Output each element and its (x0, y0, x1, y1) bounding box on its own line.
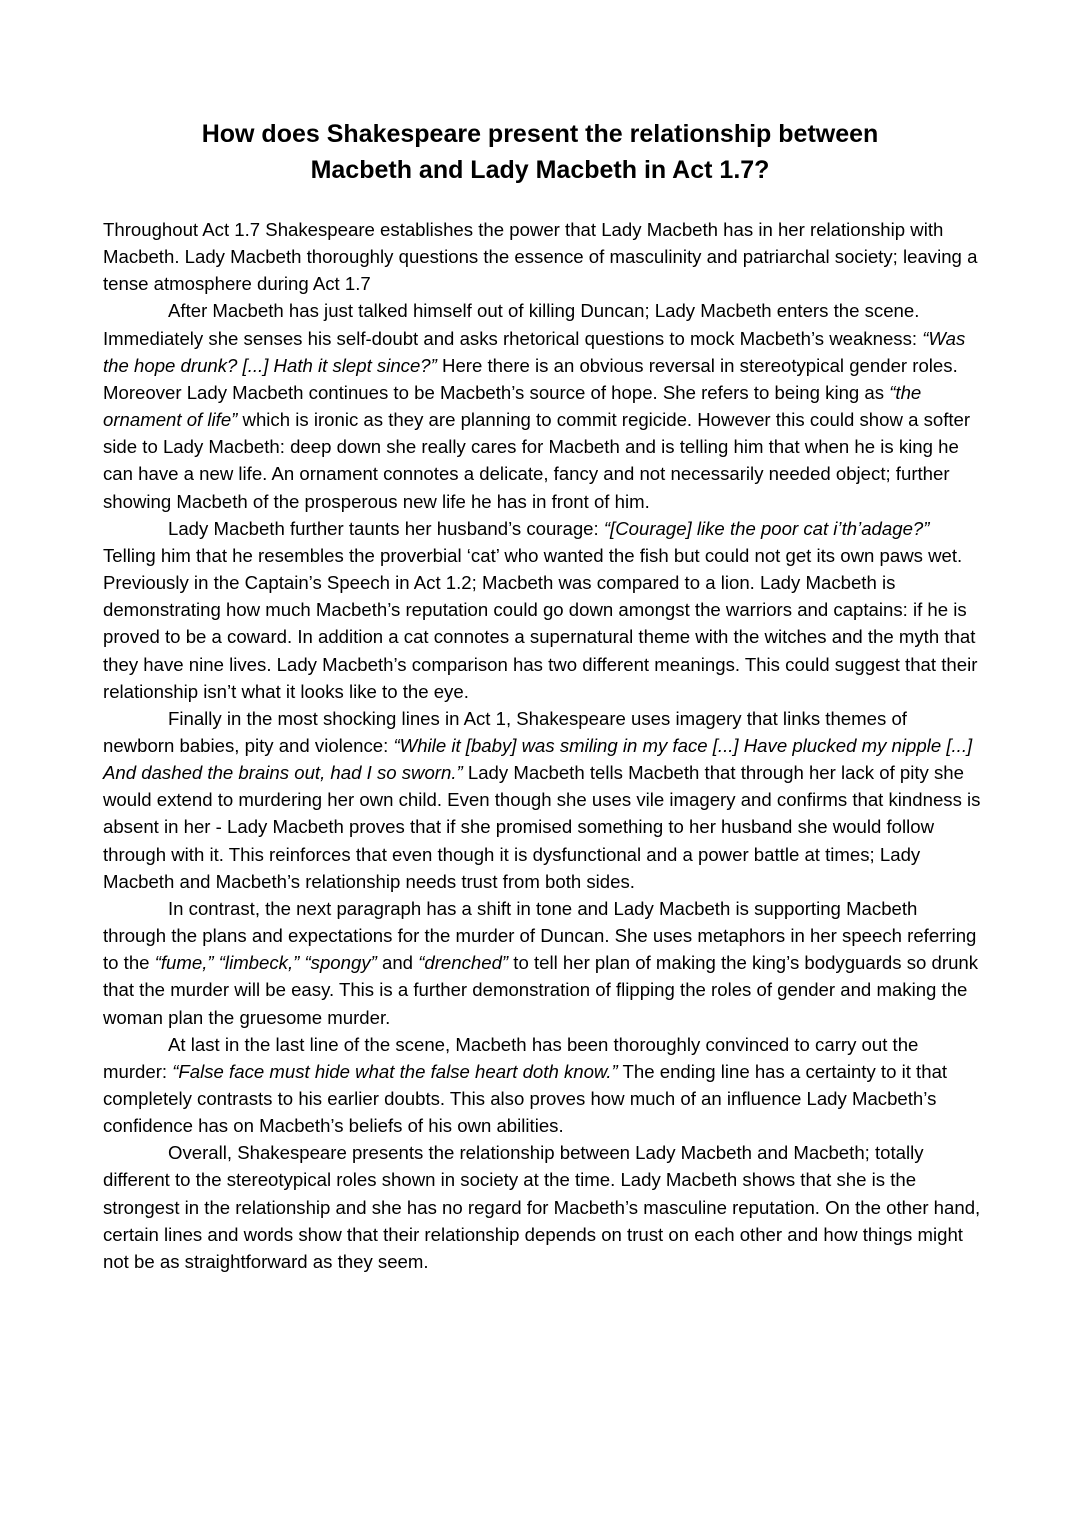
title-line-1: How does Shakespeare present the relationship between (201, 120, 879, 148)
paragraph-plan (103, 895, 983, 1031)
text-segment: In contrast, the next paragraph has a shift in tone and Lady Macbeth is supporting Macbeth through the plans and expectations for the murder of Duncan. She uses metaphors in her speech referring to the (103, 897, 977, 974)
quote: “[Courage] like the poor cat i’th’adage?” (603, 517, 930, 539)
text-segment: Finally in the most shocking lines in Act 1, Shakespeare uses imagery that links themes of newborn babies, pity and violence: (103, 707, 907, 756)
paragraph-cat (103, 515, 983, 705)
text-segment: Lady Macbeth further taunts her husband’s courage: (168, 517, 604, 539)
text-segment: Throughout Act 1.7 Shakespeare establishes the power that Lady Macbeth has in her relationship with Macbeth. Lady Macbeth thoroughly questions the essence of masculinity and patriarchal society; leaving a tense atmosphere during Act 1.7 (103, 219, 978, 295)
text-segment: to tell her plan of making the king’s bodyguards so drunk that the murder will be easy. This is a further demonstration of flipping the roles of gender and making the woman plan the gruesome murder. (103, 952, 979, 1028)
essay-body (103, 216, 983, 1275)
text-segment: Overall, Shakespeare presents the relationship between Lady Macbeth and Macbeth; totally different to the stereotypical roles shown in society at the time. Lady Macbeth shows that she is the strongest in the relationship and she has no regard for Macbeth’s masculine reputation. On the other hand, certain lines and words show that their relationship depends on trust on each other and how things might not be as straightforward as they seem. (103, 1142, 981, 1272)
paragraph-violence (103, 705, 983, 895)
quote: “While it [baby] was smiling in my face [...] Have plucked my nipple [...] And dashed the brains out, had I so sworn.” (103, 734, 973, 784)
page-title (0, 116, 1080, 188)
text-segment: After Macbeth has just talked himself out of killing Duncan; Lady Macbeth enters the scene. Immediately she senses his self-doubt and asks rhetorical questions to mock Macbeth’s weakness: (103, 300, 923, 349)
text-segment: Here there is an obvious reversal in stereotypical gender roles. Moreover Lady Macbeth continues to be Macbeth’s source of hope. She refers to being king as (103, 354, 958, 403)
paragraph-last-line (103, 1031, 983, 1140)
quote: “False face must hide what the false heart doth know.” (172, 1060, 618, 1082)
paragraph-intro (103, 216, 983, 297)
quote: “drenched” (418, 952, 509, 974)
text-segment: and (376, 952, 419, 974)
title-line-2: Macbeth and Lady Macbeth in Act 1.7? (310, 156, 770, 184)
quote: “Was the hope drunk? [...] Hath it slept since?” (103, 327, 966, 376)
quote: “fume,” “limbeck,” “spongy” (154, 952, 377, 974)
quote: “the ornament of life” (103, 381, 922, 431)
text-segment: The ending line has a certainty to it that completely contrasts to his earlier doubts. This also proves how much of an influence Lady Macbeth’s confidence has on Macbeth’s beliefs of his own abilities. (103, 1060, 948, 1137)
paragraph-hope (103, 297, 983, 514)
text-segment: At last in the last line of the scene, Macbeth has been thoroughly convinced to carry out the murder: (103, 1033, 919, 1082)
paragraph-conclusion (103, 1139, 983, 1275)
text-segment: which is ironic as they are planning to commit regicide. However this could show a softer side to Lady Macbeth: deep down she really cares for Macbeth and is telling him that when he is king he can have a new life. An ornament connotes a delicate, fancy and not necessarily needed object; further showing Macbeth of the prosperous new life he has in front of him. (103, 409, 971, 512)
text-segment: Lady Macbeth tells Macbeth that through her lack of pity she would extend to murdering her own child. Even though she uses vile imagery and confirms that kindness is absent in her - Lady Macbeth proves that if she promised something to her husband she would follow through with it. This reinforces that even though it is dysfunctional and a power battle at times; Lady Macbeth and Macbeth’s relationship needs trust from both sides. (103, 762, 981, 892)
text-segment: Telling him that he resembles the proverbial ‘cat’ who wanted the fish but could not get its own paws wet. Previously in the Captain’s Speech in Act 1.2; Macbeth was compared to a lion. Lady Macbeth is demonstrating how much Macbeth’s reputation could go down amongst the warriors and captains: if he is proved to be a coward. In addition a cat connotes a supernatural theme with the witches and the myth that they have nine lives. Lady Macbeth’s comparison has two different meanings. This could suggest that their relationship isn’t what it looks like to the eye. (103, 544, 978, 702)
